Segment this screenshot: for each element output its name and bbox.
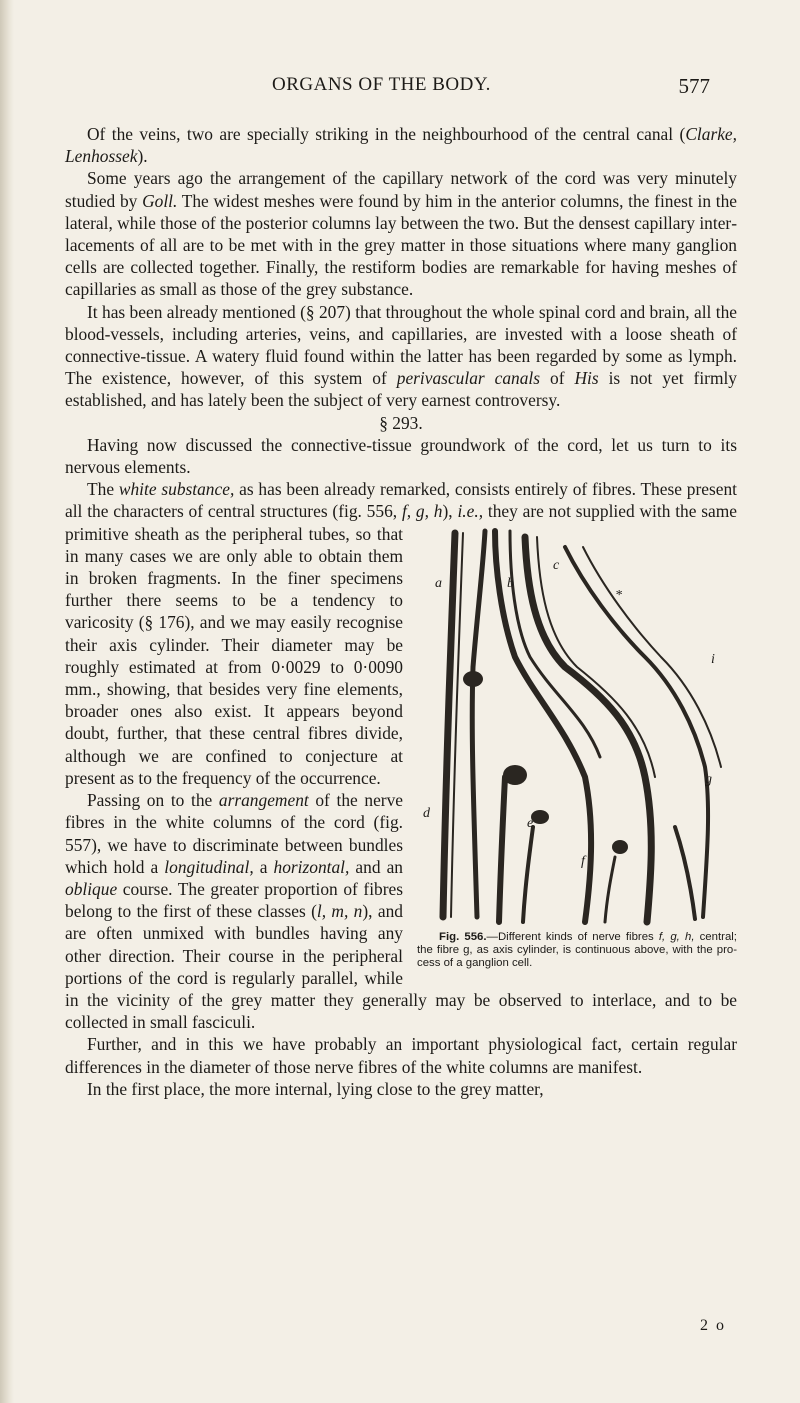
figure-label-a: a: [435, 575, 442, 591]
figure-label-d: d: [423, 805, 430, 821]
figure-label-star: *: [615, 587, 622, 603]
figure-556: [415, 527, 737, 970]
paragraph-diameter: Further, and in this we have probably an important physiological fact, certain regular differences in the diameter of those nerve fibres of the white columns are manifest.: [65, 1034, 737, 1077]
figure-label-c: c: [553, 557, 560, 573]
figure-caption: Fig. 556.—Different kinds of nerve fibres f, g, h, central; the fibre g, as axis cylinder, is continuous above, with the process of a ganglion cell.: [417, 930, 737, 969]
paragraph-arrangement: Passing on to the arrangement of the nerve fibres in the white columns of the cord (fig. 557), we have to discriminate between bundles which hold a longitudinal, a horizontal, and an oblique course. The greater proportion of fibres belong to the first of these classes (l, m, n), and are often unmixed with bundles having any other direction. Their course in the peripheral portions of the cord is regularly parallel, while in the vicinity of the grey matter they generally may be observed to interlace, and to be collected in small fasciculi.: [65, 790, 737, 1033]
paragraph-veins: Of the veins, two are specially striking in the neighbourhood of the central canal (Clarke, Lenhossek).: [65, 124, 737, 167]
paragraph-sheath: It has been already mentioned (§ 207) that throughout the whole spinal cord and brain, all the blood-vessels, including arteries, veins, and capillaries, are invested with a loose sheath of connective-tissue. A watery fluid found within the latter has been regarded by some as lymph. The existence, however, of this system of perivascular canals of His is not yet firmly established, and has lately been the subject of very earnest controversy.: [65, 301, 738, 411]
paragraph-white-substance: The white substance, as has been already remarked, consists entirely of fibres. These present all the characters of central structures (fig. 556, f, g, h), i.e., a b c d e f g i * Fig. 556.—Different kinds of nerve fibres f, g, h, central; the fibre g, as axis cylinder, is continuous above, with the process of a ganglion cell. they are not supplied with the same primitive sheath as the peripheral tubes, so that in many cases we are only able to obtain them in broken fragments. In the finer specimens further there seems to be a tendency to varicosity (§ 176), and we may easily recognise their axis cylinder. Their diameter may be roughly estimated at from 0·0029 to 0·0090 mm., showing, that besides very fine elements, broader ones also exist. It appears beyond doubt, further, that these central fibres divide, although we are confined to conjecture at present as to the frequency of the occurrence.: [65, 479, 737, 969]
figure-label-g: g: [705, 771, 712, 787]
figure-label-b: b: [507, 575, 514, 591]
nerve-fibre-illustration: [415, 527, 737, 927]
page-number: 577: [678, 74, 710, 98]
binding-gutter: [0, 0, 14, 1403]
paragraph-elements: Having now discussed the connective-tissue groundwork of the cord, let us turn to its nervous elements.: [65, 434, 737, 478]
body-text: [65, 123, 737, 1100]
running-head: ORGANS OF THE BODY.: [272, 74, 491, 95]
paragraph-capillary: Some years ago the arrangement of the capillary network of the cord was very minutely studied by Goll. The widest meshes were found by him in the anterior columns, the finest in the lateral, while those of the posterior columns lay between the two. But the densest capillary interlacements of all are to be met with in the grey matter in those situations where many ganglion cells are collected together. Finally, the restiform bodies are remarkable for having meshes of capillaries as small as those of the grey substance.: [65, 168, 737, 300]
figure-label-f: f: [581, 853, 585, 869]
section-heading: § 293.: [379, 412, 423, 433]
signature-mark: 2 o: [700, 1317, 726, 1334]
figure-label-i: i: [711, 651, 715, 667]
paragraph-internal: In the first place, the more internal, lying close to the grey matter,: [87, 1078, 544, 1099]
figure-label-e: e: [527, 815, 534, 831]
page-header: [0, 74, 800, 98]
